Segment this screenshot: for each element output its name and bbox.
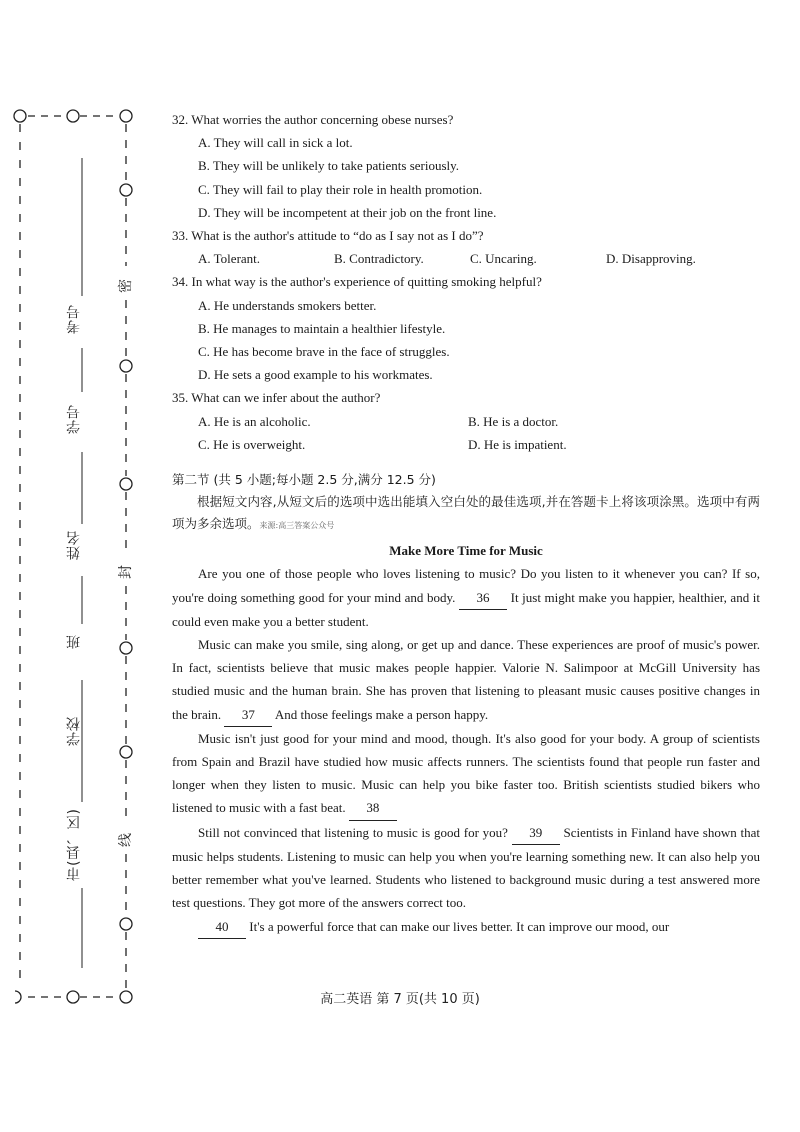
option-d: D. He is impatient. xyxy=(468,436,567,452)
option-a: A. He is an alcoholic. xyxy=(198,413,311,429)
options-row xyxy=(198,410,760,433)
option-c: C. They will fail to play their role in health promotion. xyxy=(198,181,483,197)
seal-mark-mi: 密 xyxy=(118,279,134,293)
passage-text: It's a powerful force that can make our lives better. It can improve our mood, our xyxy=(249,918,670,934)
margin-circle xyxy=(67,110,79,122)
question-34 xyxy=(172,270,760,386)
option-b: B. He is a doctor. xyxy=(468,413,559,429)
school-label: 学校 xyxy=(66,716,82,746)
passage-paragraph xyxy=(172,915,760,939)
question-35 xyxy=(172,386,760,456)
page-footer: 高二英语 第 7 页(共 10 页) xyxy=(320,992,480,1007)
option-b: B. Contradictory. xyxy=(334,251,424,267)
option-a: A. He understands smokers better. xyxy=(198,297,377,313)
question-32 xyxy=(172,108,760,224)
exam-number-label: 考号 xyxy=(66,304,82,334)
passage-text: Scientists in Finland have shown that music helps students. Listening to music can help you when you're learning something new. It can also help you better remember what you've learned. Students who listened to background music during a test answered more test questions. They got more of the answers correct too. xyxy=(172,824,761,911)
option-d: D. They will be incompetent at their job on the front line. xyxy=(198,204,497,220)
instruction-text: 根据短文内容,从短文后的选项中选出能填入空白处的最佳选项,并在答题卡上将该项涂黑。选项中有两项为多余选项。 xyxy=(172,494,760,532)
binding-margin xyxy=(0,0,160,1132)
margin-circle xyxy=(120,184,132,196)
blank-38: 38 xyxy=(349,796,397,820)
passage-text: Are you one of those people who loves listening to music? Do you listen to it whenever you can? If so, you're doing something good for your mind and body. xyxy=(172,566,760,605)
option-c: C. He has become brave in the face of struggles. xyxy=(198,344,450,360)
exam-content xyxy=(172,108,760,939)
option-b: B. He manages to maintain a healthier lifestyle. xyxy=(198,320,446,336)
blank-40: 40 xyxy=(198,915,246,939)
margin-circle xyxy=(120,478,132,490)
options-row xyxy=(198,433,760,456)
option-c: C. Uncaring. xyxy=(470,251,537,267)
blank-37: 37 xyxy=(224,703,272,727)
blank-36: 36 xyxy=(459,586,507,610)
margin-circle xyxy=(120,918,132,930)
passage-text: Still not convinced that listening to music is good for you? xyxy=(198,824,508,840)
option-d: D. Disapproving. xyxy=(606,251,696,267)
margin-circle xyxy=(120,746,132,758)
passage-title: Make More Time for Music xyxy=(389,543,543,559)
question-stem: 35. What can we infer about the author? xyxy=(172,390,381,406)
passage-text: Music can make you smile, sing along, or get up and dance. These experiences are proof of music's power. In fact, scientists believe that music makes people happier. Valorie N. Salimpoor at McGill University has studied music and the human brain. She has proven that listening to pleasant music causes positive changes in the brain. xyxy=(172,637,760,722)
passage-paragraph xyxy=(172,821,760,915)
question-stem: 33. What is the author's attitude to “do as I say not as I do”? xyxy=(172,228,484,244)
student-id-label: 学号 xyxy=(66,404,82,434)
passage-text: Music isn't just good for your mind and mood, though. It's also good for your body. A group of scientists from Spain and Brazil have studied how music affects runners. The scientists found that people run faster and longer when they listen to music. Music can help you bike faster too. British scientists studied bikers who listened to music with a fast beat. xyxy=(172,730,760,816)
margin-circle xyxy=(14,110,26,122)
passage-text: And those feelings make a person happy. xyxy=(274,706,489,722)
class-label: 班 xyxy=(66,634,82,649)
blank-39: 39 xyxy=(512,821,560,845)
option-a: A. Tolerant. xyxy=(198,251,261,267)
seal-mark-xian: 线 xyxy=(118,833,134,847)
question-stem: 32. What worries the author concerning obese nurses? xyxy=(172,112,454,127)
option-b: B. They will be unlikely to take patients seriously. xyxy=(198,158,460,174)
section-heading: 第二节 (共 5 小题;每小题 2.5 分,满分 12.5 分) xyxy=(172,472,436,488)
margin-circle xyxy=(120,642,132,654)
section-instruction xyxy=(172,491,760,537)
option-a: A. They will call in sick a lot. xyxy=(198,135,353,151)
margin-circle xyxy=(120,360,132,372)
passage-paragraph xyxy=(172,727,760,821)
margin-circle xyxy=(120,110,132,122)
options-row xyxy=(198,247,760,270)
city-county-label: 市(县、区) xyxy=(66,808,82,881)
name-label: 姓名 xyxy=(66,530,82,560)
option-d: D. He sets a good example to his workmates. xyxy=(198,367,433,383)
seal-mark-feng: 封 xyxy=(118,565,134,579)
passage-paragraph xyxy=(172,562,760,633)
option-c: C. He is overweight. xyxy=(198,436,306,452)
passage-text: It just might make you happier, healthier, and it could even make you a better student. xyxy=(172,589,761,629)
question-stem: 34. In what way is the author's experience of quitting smoking helpful? xyxy=(172,274,542,290)
source-note: 来源:高三答案公众号 xyxy=(259,521,335,531)
passage-paragraph xyxy=(172,633,760,727)
question-33 xyxy=(172,224,760,270)
